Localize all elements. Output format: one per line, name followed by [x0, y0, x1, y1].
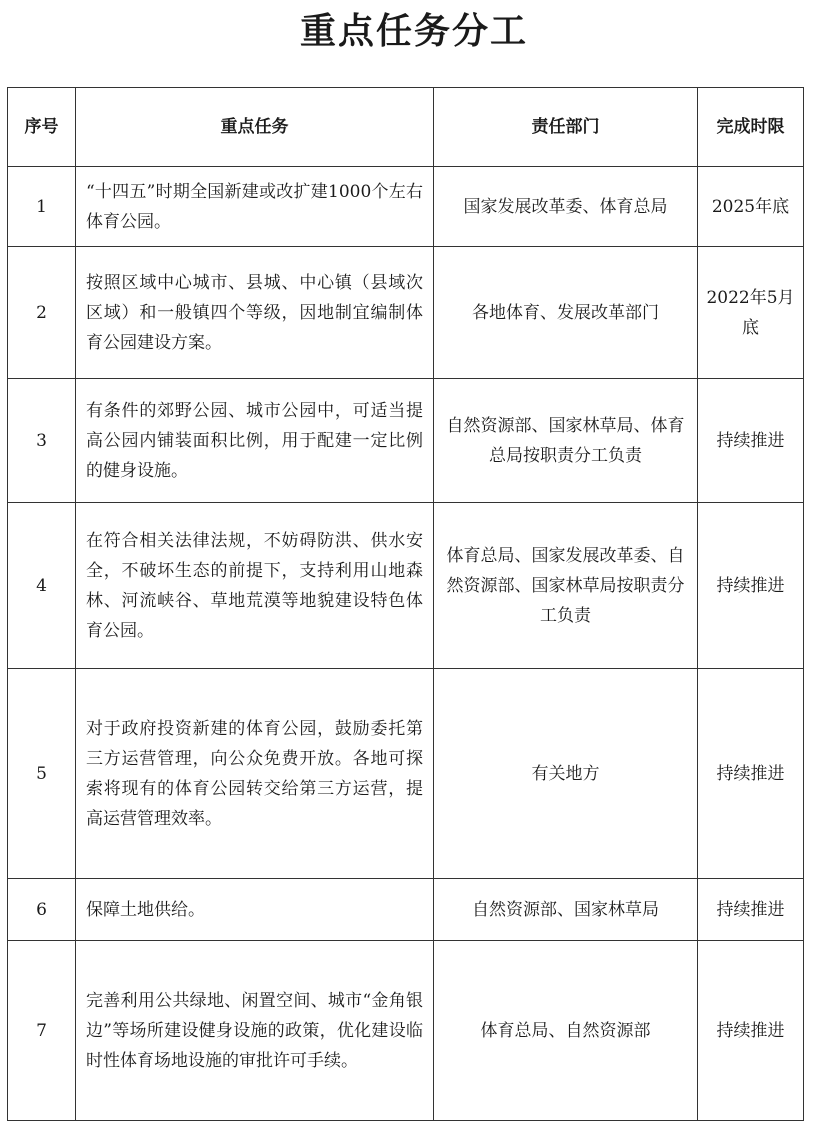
- row-department: 体育总局、国家发展改革委、自然资源部、国家林草局按职责分工负责: [434, 503, 698, 669]
- row-deadline: 持续推进: [698, 379, 804, 503]
- row-department: 各地体育、发展改革部门: [434, 247, 698, 379]
- header-task: 重点任务: [76, 88, 434, 167]
- table-row: [8, 669, 804, 879]
- table-header-row: [8, 88, 804, 167]
- row-task: 在符合相关法律法规，不妨碍防洪、供水安全，不破坏生态的前提下，支持利用山地森林、河流峡谷、草地荒漠等地貌建设特色体育公园。: [76, 503, 434, 669]
- table-row: [8, 167, 804, 247]
- row-department: 国家发展改革委、体育总局: [434, 167, 698, 247]
- row-deadline: 持续推进: [698, 503, 804, 669]
- row-number: 3: [8, 379, 76, 503]
- row-number: 2: [8, 247, 76, 379]
- row-task: “十四五”时期全国新建或改扩建1000个左右体育公园。: [76, 167, 434, 247]
- row-task: 完善利用公共绿地、闲置空间、城市“金角银边”等场所建设健身设施的政策，优化建设临时性体育场地设施的审批许可手续。: [76, 941, 434, 1121]
- table-row: [8, 503, 804, 669]
- page-title: 重点任务分工: [299, 11, 528, 52]
- table-row: [8, 879, 804, 941]
- row-department: 体育总局、自然资源部: [434, 941, 698, 1121]
- row-task: 保障土地供给。: [76, 879, 434, 941]
- table-row: [8, 379, 804, 503]
- header-department: 责任部门: [434, 88, 698, 167]
- row-deadline: 持续推进: [698, 669, 804, 879]
- row-number: 5: [8, 669, 76, 879]
- row-number: 1: [8, 167, 76, 247]
- header-deadline: 完成时限: [698, 88, 804, 167]
- row-number: 7: [8, 941, 76, 1121]
- row-deadline: 2022年5月底: [698, 247, 804, 379]
- task-table: [7, 87, 804, 1121]
- row-department: 有关地方: [434, 669, 698, 879]
- row-deadline: 持续推进: [698, 941, 804, 1121]
- header-number: 序号: [8, 88, 76, 167]
- row-number: 4: [8, 503, 76, 669]
- row-task: 按照区域中心城市、县城、中心镇（县域次区域）和一般镇四个等级，因地制宜编制体育公园建设方案。: [76, 247, 434, 379]
- row-department: 自然资源部、国家林草局: [434, 879, 698, 941]
- row-deadline: 2025年底: [698, 167, 804, 247]
- table-row: [8, 941, 804, 1121]
- row-task: 对于政府投资新建的体育公园，鼓励委托第三方运营管理，向公众免费开放。各地可探索将现有的体育公园转交给第三方运营，提高运营管理效率。: [76, 669, 434, 879]
- row-deadline: 持续推进: [698, 879, 804, 941]
- table-row: [8, 247, 804, 379]
- row-department: 自然资源部、国家林草局、体育总局按职责分工负责: [434, 379, 698, 503]
- row-task: 有条件的郊野公园、城市公园中，可适当提高公园内铺装面积比例，用于配建一定比例的健身设施。: [76, 379, 434, 503]
- row-number: 6: [8, 879, 76, 941]
